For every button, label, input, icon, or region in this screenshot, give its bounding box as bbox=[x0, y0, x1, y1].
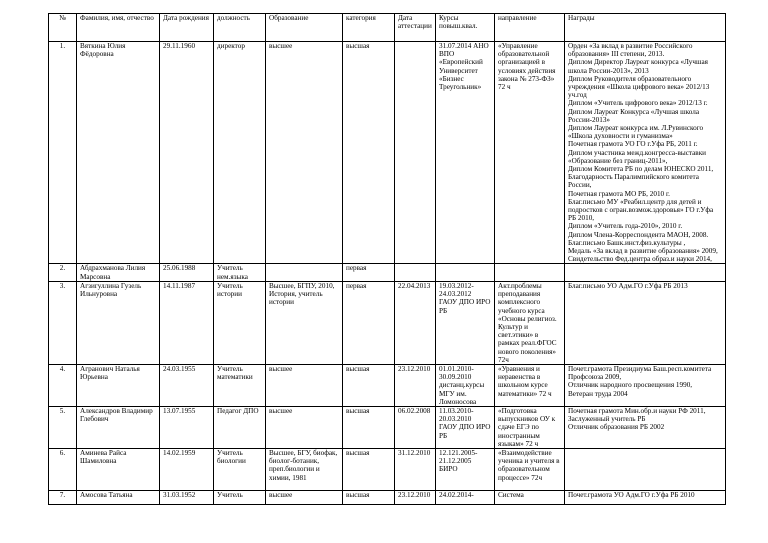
award-line: Почет.грамота Президиума Баш.респ.комитета Профсоюза 2009, bbox=[568, 364, 714, 382]
cell-courses: 01.01.2010-30.09.2010 дистанц.курсы МГУ им. Ломоносова bbox=[436, 364, 495, 406]
cell-row-number: 4. bbox=[49, 364, 77, 406]
header-direction: направление bbox=[495, 14, 565, 42]
award-line: Ветеран труда 2004 bbox=[568, 389, 628, 398]
cell-row-number: 5. bbox=[49, 406, 77, 448]
cell-education bbox=[266, 264, 343, 281]
cell-awards bbox=[565, 281, 726, 364]
table-row bbox=[49, 406, 726, 448]
cell-education: высшее bbox=[266, 42, 343, 264]
cell-attestation-date: 06.02.2008 bbox=[395, 406, 436, 448]
award-line: Благ.письмо МУ «Реабил.центр для детей и подростков с огран.возмож.здоровья» ГО г.Уфа РБ 2010, bbox=[568, 197, 716, 223]
cell-attestation-date bbox=[395, 264, 436, 281]
award-line: Свидетельство Фед.центра образ.и науки 2014, bbox=[568, 255, 712, 264]
cell-course-direction: «Взаимодействие ученика и учителя в образовательном процессе» 72ч bbox=[495, 448, 565, 490]
cell-row-number: 1. bbox=[49, 42, 77, 264]
cell-birth-date: 29.11.1960 bbox=[160, 42, 214, 264]
cell-attestation-date: 22.04.2013 bbox=[395, 281, 436, 364]
cell-birth-date: 13.07.1955 bbox=[160, 406, 214, 448]
cell-birth-date: 14.11.1987 bbox=[160, 281, 214, 364]
staff-table bbox=[48, 13, 726, 505]
cell-position: Учитель нем.языка bbox=[214, 264, 266, 281]
cell-position: Учитель математики bbox=[214, 364, 266, 406]
cell-attestation-date: 23.12.2010 bbox=[395, 490, 436, 504]
table-body bbox=[49, 42, 726, 505]
cell-row-number: 6. bbox=[49, 448, 77, 490]
cell-courses: 31.07.2014 АНО ВПО «Европейский Университет «Бизнес Треугольник» bbox=[436, 42, 495, 264]
cell-full-name: Амосова Татьяна bbox=[77, 490, 160, 504]
award-line: Диплом «Учитель года-2010», 2010 г. bbox=[568, 222, 683, 231]
award-line: Диплом Лауреат Конкурса «Лучшая школа России-2013» bbox=[568, 107, 701, 124]
cell-category: высшая bbox=[343, 448, 395, 490]
award-line: Диплом Комитета РБ по делам ЮНЕСКО 2011, bbox=[568, 165, 714, 174]
table-row bbox=[49, 364, 726, 406]
table-row bbox=[49, 42, 726, 264]
award-line: Благ.письмо Башк.инст.физ.культуры , bbox=[568, 238, 686, 247]
cell-full-name: Александров Владимир Глебович bbox=[77, 406, 160, 448]
cell-full-name: Вяткина Юлия Фёдоровна bbox=[77, 42, 160, 264]
award-line: Диплом Руководителя образовательного учреждения «Школа цифрового века» 2012/13 уч.год bbox=[568, 74, 712, 100]
cell-education: высшее bbox=[266, 490, 343, 504]
cell-courses bbox=[436, 264, 495, 281]
cell-courses: 11.03.2010-20.03.2010 ГАОУ ДПО ИРО РБ bbox=[436, 406, 495, 448]
cell-course-direction: «Управление образовательной организацией в условиях действия закона № 273-ФЗ» 72 ч bbox=[495, 42, 565, 264]
cell-education: высшее bbox=[266, 364, 343, 406]
cell-course-direction: Система bbox=[495, 490, 565, 504]
cell-category: высшая bbox=[343, 406, 395, 448]
cell-birth-date: 14.02.1959 bbox=[160, 448, 214, 490]
cell-awards bbox=[565, 490, 726, 504]
cell-awards bbox=[565, 448, 726, 490]
table-row bbox=[49, 281, 726, 364]
cell-courses: 19.03.2012-24.03.2012 ГАОУ ДПО ИРО РБ bbox=[436, 281, 495, 364]
cell-birth-date: 31.03.1952 bbox=[160, 490, 214, 504]
cell-row-number: 3. bbox=[49, 281, 77, 364]
cell-position: Учитель биологии bbox=[214, 448, 266, 490]
award-line: Заслуженный учитель РБ bbox=[568, 415, 646, 424]
header-birth-date: Дата рождения bbox=[160, 14, 214, 42]
cell-attestation-date bbox=[395, 42, 436, 264]
header-num: № bbox=[49, 14, 77, 42]
award-line: Медаль «За вклад в развитие образования» 2009, bbox=[568, 247, 718, 256]
cell-course-direction bbox=[495, 264, 565, 281]
cell-full-name: Абдрахманова Лилия Марсовна bbox=[77, 264, 160, 281]
cell-full-name: Агранович Наталья Юрьевна bbox=[77, 364, 160, 406]
cell-education: Высшее, БГУ, биофак, биолог-ботаник, преп.биологии и химии, 1981 bbox=[266, 448, 343, 490]
header-education: Образование bbox=[266, 14, 343, 42]
table-row bbox=[49, 448, 726, 490]
award-line: Диплом Члена-Корреспондента МАОН, 2008. bbox=[568, 230, 709, 239]
cell-course-direction: «Уравнения и неравенства в школьном курсе математики» 72 ч bbox=[495, 364, 565, 406]
award-line: Диплом участника межд.конгресса-выставки «Образование без границ-2011», bbox=[568, 148, 708, 165]
cell-attestation-date: 31.12.2010 bbox=[395, 448, 436, 490]
cell-awards bbox=[565, 364, 726, 406]
cell-birth-date: 25.06.1988 bbox=[160, 264, 214, 281]
cell-position: директор bbox=[214, 42, 266, 264]
cell-row-number: 2. bbox=[49, 264, 77, 281]
award-line: Отличник народного просвещения 1990, bbox=[568, 381, 693, 390]
cell-attestation-date: 23.12.2010 bbox=[395, 364, 436, 406]
table-row bbox=[49, 490, 726, 504]
cell-courses: 12.121.2005-21.12.2005 БИРО bbox=[436, 448, 495, 490]
cell-full-name: Агзигуллина Гузель Ильнуровна bbox=[77, 281, 160, 364]
cell-education: высшее bbox=[266, 406, 343, 448]
header-awards: Награды bbox=[565, 14, 726, 42]
cell-category: первая bbox=[343, 281, 395, 364]
award-line: Почетная грамота УО ГО г.Уфа РБ, 2011 г. bbox=[568, 140, 698, 149]
award-line: Диплом «Учитель цифрового века» 2012/13 г. bbox=[568, 99, 708, 108]
header-attestation-date: Дата аттестации bbox=[395, 14, 436, 42]
award-line: Диплом Директор Лауреат конкурса «Лучшая школа России-2013», 2013 bbox=[568, 58, 710, 75]
cell-category: высшая bbox=[343, 364, 395, 406]
staff-document bbox=[48, 13, 726, 505]
cell-course-direction: «Подготовка выпускников ОУ к сдаче ЕГЭ по иностранным языкам» 72 ч bbox=[495, 406, 565, 448]
award-line: Благ.письмо УО Адм.ГО г.Уфа РБ 2013 bbox=[568, 281, 688, 290]
header-row bbox=[49, 14, 726, 42]
cell-row-number: 7. bbox=[49, 490, 77, 504]
award-line: Почетная грамота Мин.обр.и науки РФ 2011, bbox=[568, 406, 706, 415]
cell-awards bbox=[565, 406, 726, 448]
award-line: Диплом Лауреат конкурса им. Л.Рувинского «Школа духовности и гуманизма» bbox=[568, 124, 705, 141]
cell-full-name: Аминева Райса Шамиловна bbox=[77, 448, 160, 490]
cell-awards bbox=[565, 42, 726, 264]
award-line: Почетная грамота МО РБ, 2010 г. bbox=[568, 189, 670, 198]
cell-category: высшая bbox=[343, 490, 395, 504]
award-line: Благодарность Паралимпийского комитета России, bbox=[568, 173, 701, 190]
cell-category: высшая bbox=[343, 42, 395, 264]
award-line: Отличник образования РБ 2002 bbox=[568, 423, 665, 432]
cell-course-direction: Акт.проблемы преподавания комплексного учебного курса «Основы религиоз. Культур и свет.этики» в рамках реал.ФГОС нового поколения» 72ч bbox=[495, 281, 565, 364]
cell-education: Высшее, БГПУ, 2010, История, учитель истории bbox=[266, 281, 343, 364]
award-line: Орден «За вклад в развитие Российского образования» III степени, 2013. bbox=[568, 42, 695, 59]
cell-birth-date: 24.03.1955 bbox=[160, 364, 214, 406]
cell-position: Учитель истории bbox=[214, 281, 266, 364]
table-row bbox=[49, 264, 726, 281]
header-courses: Курсы повыш.квал. bbox=[436, 14, 495, 42]
cell-courses: 24.02.2014- bbox=[436, 490, 495, 504]
cell-category: первая bbox=[343, 264, 395, 281]
award-line: Почет.грамота УО Адм.ГО г.Уфа РБ 2010 bbox=[568, 490, 695, 499]
header-category: категория bbox=[343, 14, 395, 42]
cell-awards bbox=[565, 264, 726, 281]
header-position: должность bbox=[214, 14, 266, 42]
header-name: Фамилия, имя, отчество bbox=[77, 14, 160, 42]
cell-position: Учитель bbox=[214, 490, 266, 504]
cell-position: Педагог ДПО bbox=[214, 406, 266, 448]
